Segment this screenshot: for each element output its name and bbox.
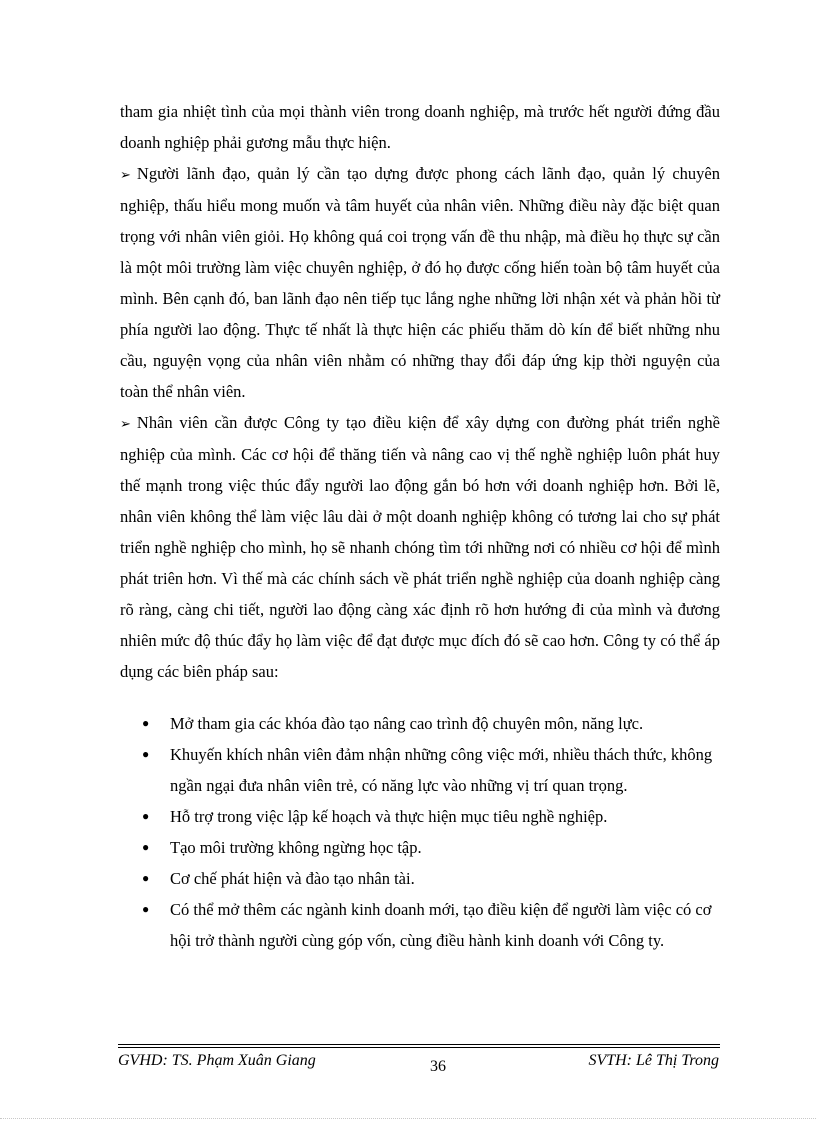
- footer-divider: [118, 1047, 720, 1048]
- list-item-text: Có thể mở thêm các ngành kinh doanh mới, tạo điều kiện để người làm việc có cơ hội trở thành người cùng góp vốn, cùng điều hành kinh doanh với Công ty.: [170, 900, 712, 950]
- bullet-dot-icon: ●: [142, 747, 150, 761]
- measures-list: [120, 708, 720, 956]
- footer-advisor: GVHD: TS. Phạm Xuân Giang: [118, 1052, 316, 1069]
- paragraph-leadership: [120, 158, 720, 407]
- paragraph-intro: tham gia nhiệt tình của mọi thành viên trong doanh nghiệp, mà trước hết người đứng đầu doanh nghiệp phải gương mẫu thực hiện.: [120, 102, 720, 152]
- list-item-text: Mở tham gia các khóa đào tạo nâng cao trình độ chuyên môn, năng lực.: [170, 714, 644, 733]
- list-item: [120, 894, 720, 956]
- list-item-text: Tạo môi trường không ngừng học tập.: [170, 838, 422, 857]
- footer-divider: [118, 1044, 720, 1045]
- bullet-dot-icon: ●: [142, 840, 150, 854]
- bullet-dot-icon: ●: [142, 902, 150, 916]
- bullet-dot-icon: ●: [142, 871, 150, 885]
- page-number: 36: [430, 1058, 446, 1075]
- bullet-dot-icon: ●: [142, 716, 150, 730]
- list-item: [120, 801, 720, 832]
- arrow-bullet-icon: ➢: [120, 167, 131, 182]
- body-text: [120, 96, 720, 956]
- arrow-bullet-icon: ➢: [120, 416, 131, 431]
- page-edge-divider: [0, 1118, 816, 1119]
- list-item: [120, 739, 720, 801]
- list-item: [120, 832, 720, 863]
- paragraph-career-text: Nhân viên cần được Công ty tạo điều kiện để xây dựng con đường phát triển nghề nghiệp của mình. Các cơ hội để thăng tiến và nâng cao vị thế nghề nghiệp luôn phát huy thế mạnh trong việc thúc đẩy người lao động gắn bó hơn với doanh nghiệp hơn. Bởi lẽ, nhân viên không thể làm việc lâu dài ở một doanh nghiệp không có tương lai cho sự phát triển nghề nghiệp cho mình, họ sẽ nhanh chóng tìm tới những nơi có nhiều cơ hội để mình phát triên hơn. Vì thế mà các chính sách về phát triển nghề nghiệp của doanh nghiệp càng rõ ràng, càng chi tiết, người lao động càng xác định rõ hơn hướng đi của mình và đương nhiên mức độ thúc đẩy họ làm việc để đạt được mục đích đó sẽ cao hơn. Công ty có thể áp dụng các biên pháp sau:: [120, 413, 720, 681]
- paragraph-leadership-text: Người lãnh đạo, quản lý cần tạo dựng được phong cách lãnh đạo, quản lý chuyên nghiệp, thấu hiểu mong muốn và tâm huyết của nhân viên. Những điều này đặc biệt quan trọng với nhân viên giỏi. Họ không quá coi trọng vấn đề thu nhập, mà điều họ thực sự cần là một môi trường làm việc chuyên nghiệp, ở đó họ được cống hiến toàn bộ tâm huyết của mình. Bên cạnh đó, ban lãnh đạo nên tiếp tục lắng nghe những lời nhận xét và phản hồi từ phía người lao động. Thực tế nhất là thực hiện các phiếu thăm dò kín để biết những nhu cầu, nguyện vọng của nhân viên nhằm có những thay đổi đáp ứng kịp thời nguyện của toàn thể nhân viên.: [120, 164, 720, 401]
- list-item-text: Cơ chế phát hiện và đào tạo nhân tài.: [170, 869, 415, 888]
- list-item: [120, 708, 720, 739]
- list-item-text: Hỗ trợ trong việc lập kế hoạch và thực hiện mục tiêu nghề nghiệp.: [170, 807, 608, 826]
- paragraph-career: [120, 407, 720, 687]
- bullet-dot-icon: ●: [142, 809, 150, 823]
- footer-student: SVTH: Lê Thị Trong: [588, 1052, 719, 1069]
- list-item-text: Khuyến khích nhân viên đảm nhận những công việc mới, nhiều thách thức, không ngần ngại đưa nhân viên trẻ, có năng lực vào những vị trí quan trọng.: [170, 745, 713, 795]
- list-item: [120, 863, 720, 894]
